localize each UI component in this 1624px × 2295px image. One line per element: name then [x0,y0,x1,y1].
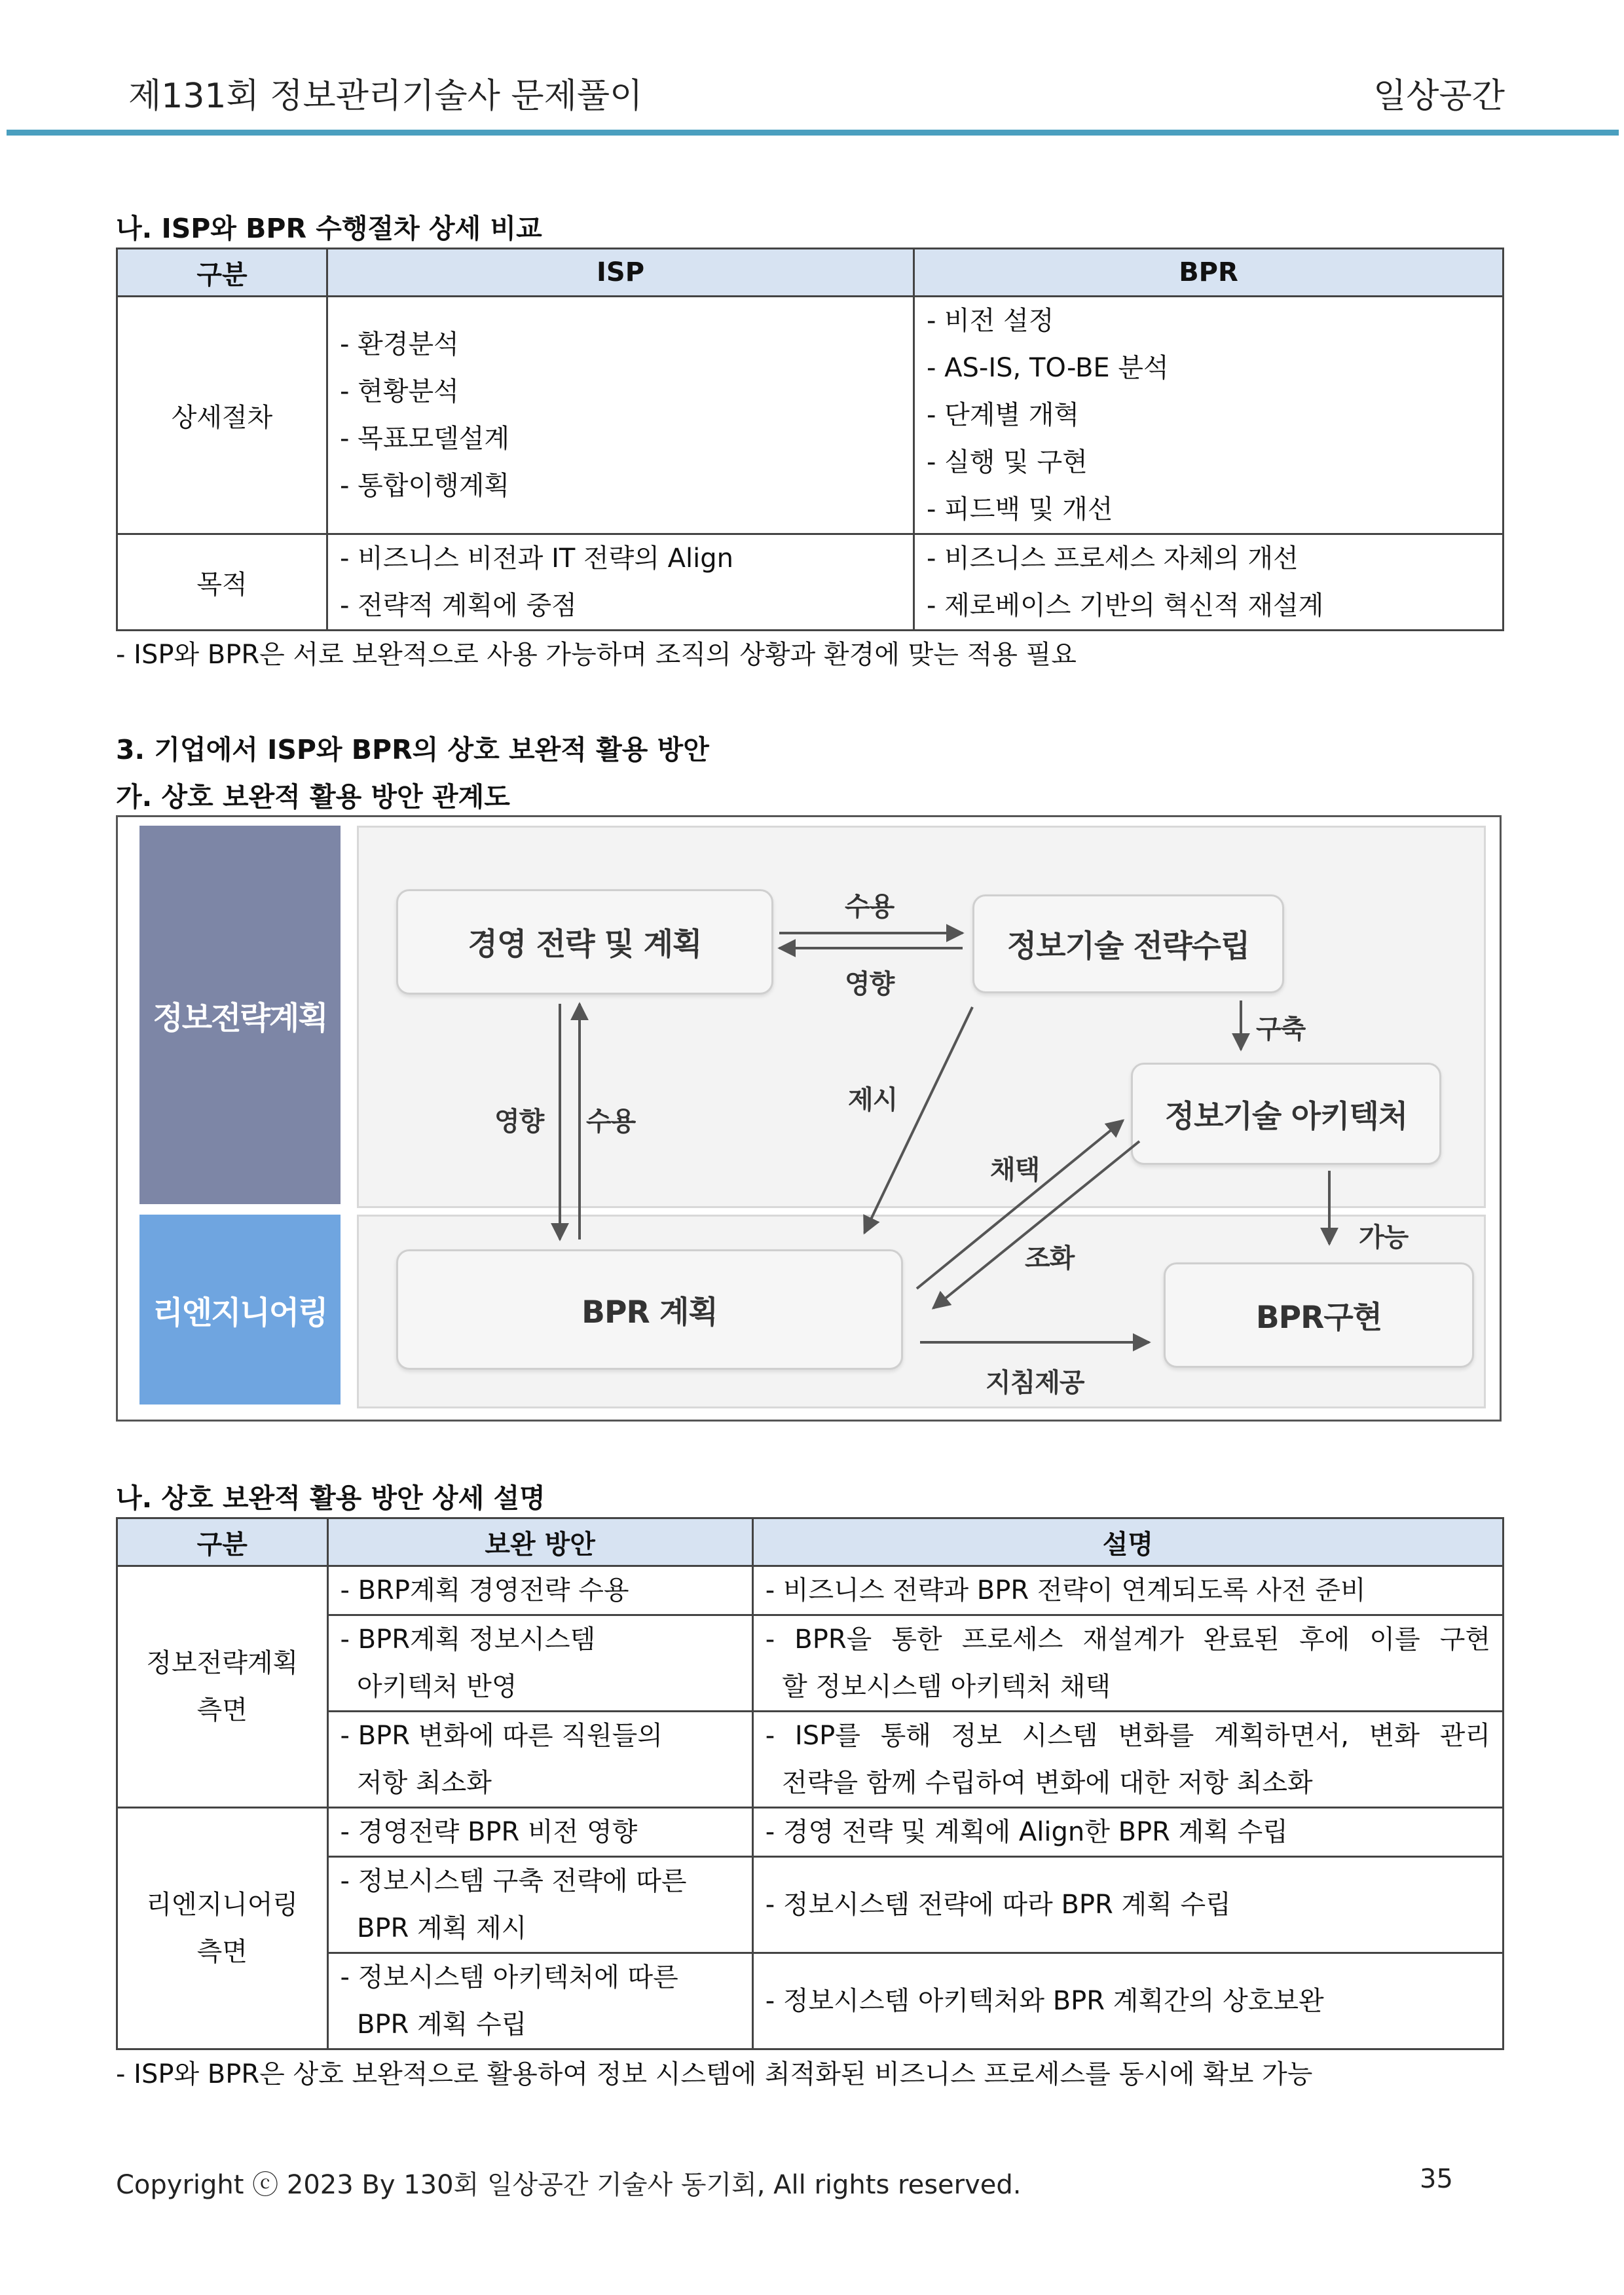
desc-line: 할 정보시스템 아키텍처 채택 [765,1672,1111,1702]
list-item: - 실행 및 구현 [927,447,1088,477]
bpr-cell [914,297,1504,534]
node-bpr-implementation: BPR구현 [1164,1262,1474,1368]
list-item: - 단계별 개혁 [927,400,1080,430]
desc-line: - BPR을 통한 프로세스 재설계가 완료된 후에 이를 구현 [765,1625,1490,1655]
column-header: 구분 [117,1518,328,1566]
isp-cell [327,297,914,534]
plan-cell [327,1566,752,1615]
table-row [117,297,1504,534]
section-heading-diagram: 가. 상호 보완적 활용 방안 관계도 [116,781,510,813]
group-label-line: 측면 [196,1937,248,1967]
diagram-arrows [118,817,1500,1420]
plan-line: - 경영전략 BPR 비전 영향 [340,1817,638,1847]
desc-cell [752,1808,1503,1857]
label-present: 제시 [848,1085,898,1115]
section-heading-comparison: 나. ISP와 BPR 수행절차 상세 비교 [116,213,542,244]
table-header-row [117,1518,1504,1566]
label-accept-left: 수용 [586,1107,636,1137]
desc-cell [752,1566,1503,1615]
list-item: - AS-IS, TO-BE 분석 [927,353,1169,383]
label-influence-left: 영향 [494,1107,544,1137]
group-label [117,1808,328,2049]
plan-cell [327,1615,752,1712]
column-header: 구분 [117,249,327,297]
list-item: - 환경분석 [340,329,459,359]
table-row [117,1808,1504,1857]
list-item: - 제로베이스 기반의 혁신적 재설계 [927,591,1324,621]
detail-note: - ISP와 BPR은 상호 보완적으로 활용하여 정보 시스템에 최적화된 비즈니스 프로세스를 동시에 확보 가능 [116,2059,1313,2089]
desc-line: - 정보시스템 아키텍처와 BPR 계획간의 상호보완 [765,1986,1324,2016]
plan-line: BPR 계획 제시 [340,1913,527,1943]
relationship-diagram [116,815,1502,1422]
node-bpr-plan: BPR 계획 [396,1249,903,1370]
plan-cell [327,1712,752,1808]
group-label-line: 측면 [196,1695,248,1725]
section-heading-detail: 나. 상호 보완적 활용 방안 상세 설명 [116,1482,545,1514]
page-header-title: 제131회 정보관리기술사 문제풀이 [128,77,643,116]
plan-cell [327,1953,752,2049]
node-management-strategy: 경영 전략 및 계획 [396,889,773,995]
desc-cell [752,1953,1503,2049]
group-label-line: 정보전략계획 [146,1648,299,1678]
column-header: ISP [327,249,914,297]
group-label-line: 리엔지니어링 [146,1890,299,1920]
bpr-cell [914,534,1504,631]
label-build: 구축 [1256,1014,1306,1044]
table-header-row [117,249,1504,297]
arrow-present [864,1007,972,1233]
desc-line: 전략을 함께 수립하여 변화에 대한 저항 최소화 [765,1768,1313,1798]
plan-cell [327,1857,752,1953]
plan-line: 아키텍처 반영 [340,1672,517,1702]
header-divider [7,130,1619,136]
page-number: 35 [1420,2164,1453,2194]
desc-cell [752,1712,1503,1808]
sidebar-reengineering: 리엔지니어링 [139,1215,341,1405]
page-header-right: 일상공간 [1373,77,1505,116]
desc-line: - 경영 전략 및 계획에 Align한 BPR 계획 수립 [765,1817,1288,1847]
label-accept-top: 수용 [845,892,895,922]
column-header: 설명 [752,1518,1503,1566]
comparison-note: - ISP와 BPR은 서로 보완적으로 사용 가능하며 조직의 상황과 환경에 맞는 적용 필요 [116,640,1077,670]
list-item: - 통합이행계획 [340,471,510,501]
plan-line: - BPR 변화에 따른 직원들의 [340,1721,663,1751]
list-item: - 목표모델설계 [340,424,510,454]
sidebar-info-strategy: 정보전략계획 [139,826,341,1204]
plan-line: 저항 최소화 [340,1768,492,1798]
isp-cell [327,534,914,631]
desc-line: - 정보시스템 전략에 따라 BPR 계획 수립 [765,1890,1231,1920]
table-row [117,1566,1504,1615]
label-influence-top: 영향 [845,969,895,999]
plan-line: - BRP계획 경영전략 수용 [340,1575,629,1606]
list-item: - 비즈니스 비전과 IT 전략의 Align [340,543,734,574]
list-item: - 피드백 및 개선 [927,494,1113,524]
plan-line: - BPR계획 정보시스템 [340,1625,596,1655]
comparison-table [116,248,1504,631]
column-header: BPR [914,249,1504,297]
desc-cell [752,1857,1503,1953]
list-item: - 비전 설정 [927,306,1054,336]
list-item: - 비즈니스 프로세스 자체의 개선 [927,543,1299,574]
plan-line: - 정보시스템 아키텍처에 따른 [340,1962,678,1992]
node-it-strategy: 정보기술 전략수립 [972,894,1284,993]
column-header: 보완 방안 [327,1518,752,1566]
row-label: 상세절차 [117,297,327,534]
table-row [117,534,1504,631]
desc-line: - 비즈니스 전략과 BPR 전략이 연계되도록 사전 준비 [765,1575,1366,1606]
desc-line: - ISP를 통해 정보 시스템 변화를 계획하면서, 변화 관리 [765,1721,1490,1751]
arrow-adopt [917,1120,1123,1289]
label-guide: 지침제공 [986,1368,1084,1398]
label-adopt: 채택 [990,1155,1040,1185]
list-item: - 전략적 계획에 중점 [340,591,577,621]
plan-line: - 정보시스템 구축 전략에 따른 [340,1866,687,1896]
label-possible: 가능 [1359,1222,1409,1253]
plan-line: BPR 계획 수립 [340,2010,527,2040]
desc-cell [752,1615,1503,1712]
section-heading-3: 3. 기업에서 ISP와 BPR의 상호 보완적 활용 방안 [116,734,709,765]
detail-table [116,1517,1504,2050]
list-item: - 현황분석 [340,376,459,407]
footer-copyright: Copyright ⓒ 2023 By 130회 일상공간 기술사 동기회, All rights reserved. [116,2170,1022,2200]
node-it-architecture: 정보기술 아키텍처 [1131,1063,1441,1165]
group-label [117,1566,328,1808]
plan-cell [327,1808,752,1857]
label-harmony: 조화 [1025,1243,1075,1274]
row-label: 목적 [117,534,327,631]
